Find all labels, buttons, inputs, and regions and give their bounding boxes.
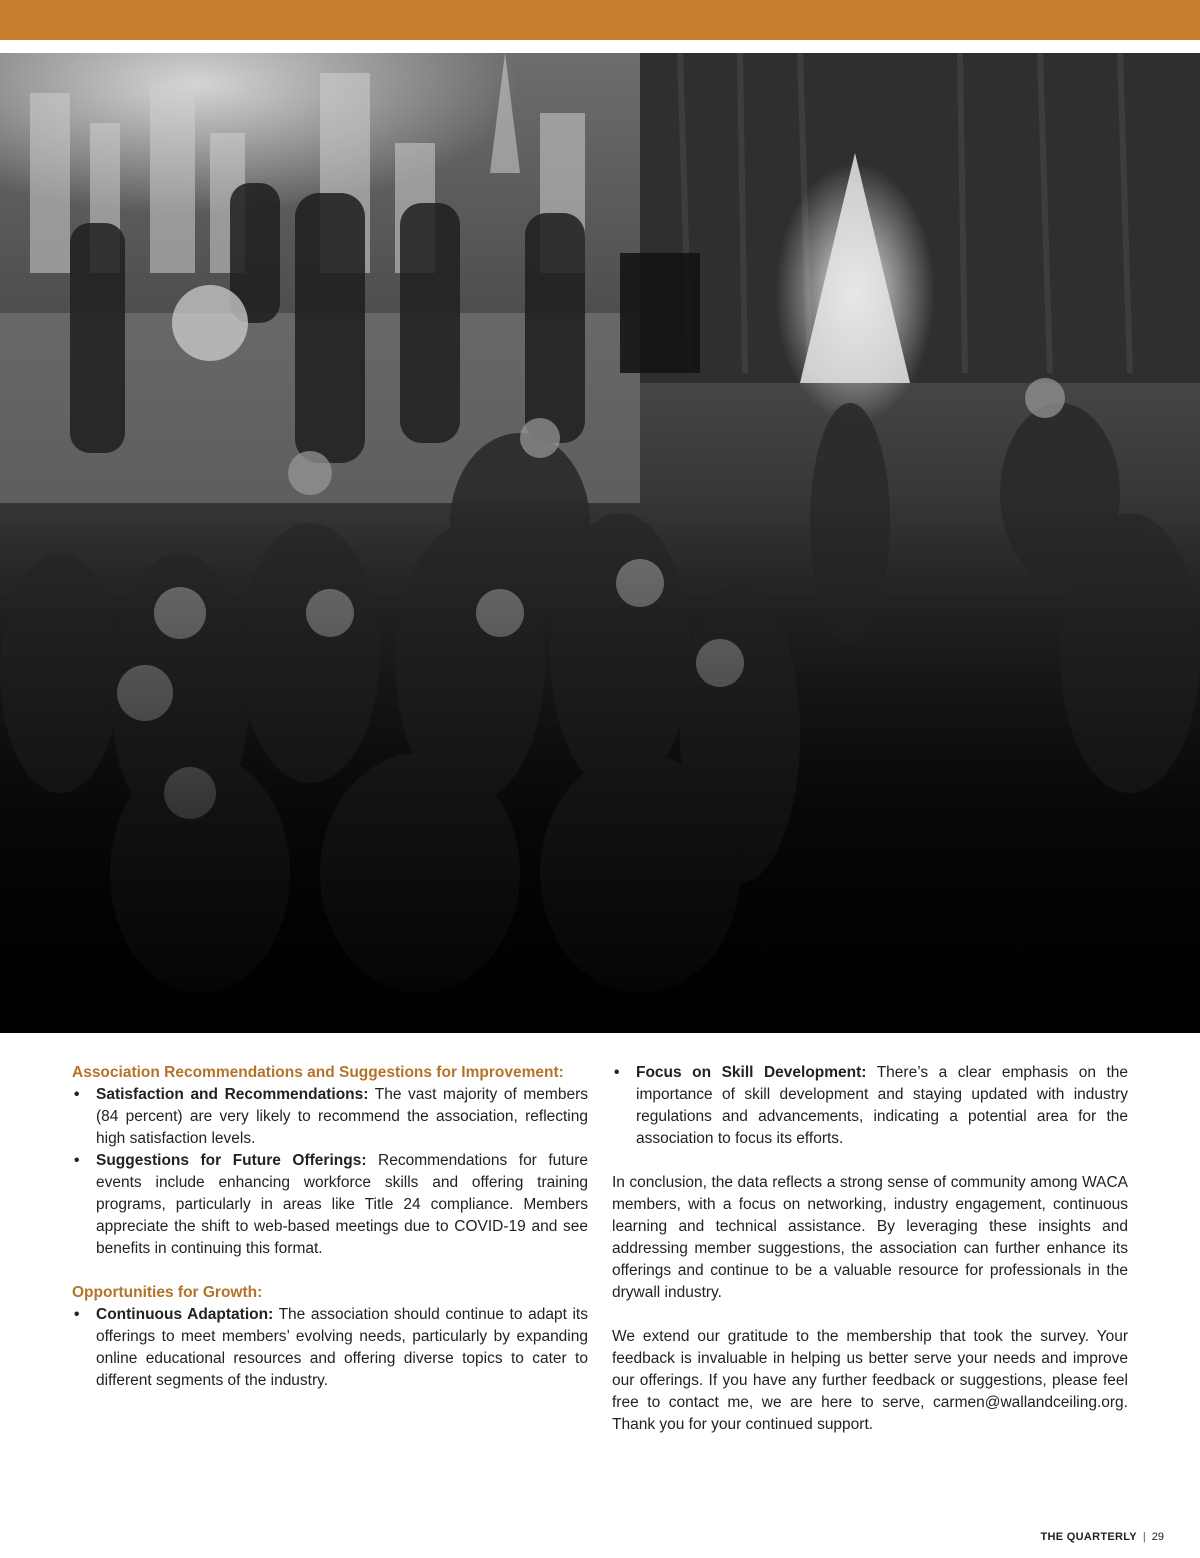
right-column [612,1062,1128,1436]
item-text: The vast majority of members (84 percent) are very likely to recommend the association, reflecting high satisfaction levels. [96,1086,588,1147]
list-item [72,1304,588,1392]
skill-list [612,1062,1128,1150]
item-text: There’s a clear emphasis on the importance of skill development and staying updated with industry regulations and advancements, indicating a potential area for the association to focus its efforts. [636,1064,1128,1147]
list-item [612,1062,1128,1150]
item-text: The association should continue to adapt its offerings to meet members’ evolving needs, particularly by expanding online educational resources and offering diverse topics to cater to different segments of the industry. [96,1306,588,1389]
item-lead: Focus on Skill Development: [636,1064,867,1081]
party-scene-illustration [0,53,1200,1033]
item-lead: Satisfaction and Recommendations: [96,1086,369,1103]
item-lead: Suggestions for Future Offerings: [96,1152,367,1169]
page-footer [1041,1531,1165,1543]
growth-list [72,1304,588,1392]
gratitude-paragraph: We extend our gratitude to the membership that took the survey. Your feedback is invaluable in helping us better serve your needs and improve our offerings. If you have any further feedback or suggestions, please feel free to contact me, we are here to serve, carmen@wallandceiling.org. Thank you for your continued support. [612,1328,1128,1433]
recommendations-heading: Association Recommendations and Suggestions for Improvement: [72,1064,564,1081]
page-number: 29 [1151,1531,1164,1543]
list-item [72,1084,588,1150]
top-accent-bar [0,0,1200,40]
item-lead: Continuous Adaptation: [96,1306,274,1323]
list-item [72,1150,588,1260]
publication-name: THE QUARTERLY [1040,1531,1137,1543]
event-photo [0,53,1200,1033]
footer-separator: | [1142,1531,1146,1543]
growth-heading: Opportunities for Growth: [72,1284,263,1301]
left-column [72,1062,588,1392]
recommendations-list [72,1084,588,1260]
conclusion-paragraph: In conclusion, the data reflects a strong sense of community among WACA members, with a focus on networking, industry engagement, continuous learning and technical assistance. By leveraging these insights and addressing member suggestions, the association can further enhance its offerings and continue to be a valuable resource for professionals in the drywall industry. [612,1174,1128,1301]
item-text: Recommendations for future events include enhancing workforce skills and offering training programs, particularly in areas like Title 24 compliance. Members appreciate the shift to web-based meetings due to COVID-19 and see benefits in continuing this format. [96,1152,588,1257]
